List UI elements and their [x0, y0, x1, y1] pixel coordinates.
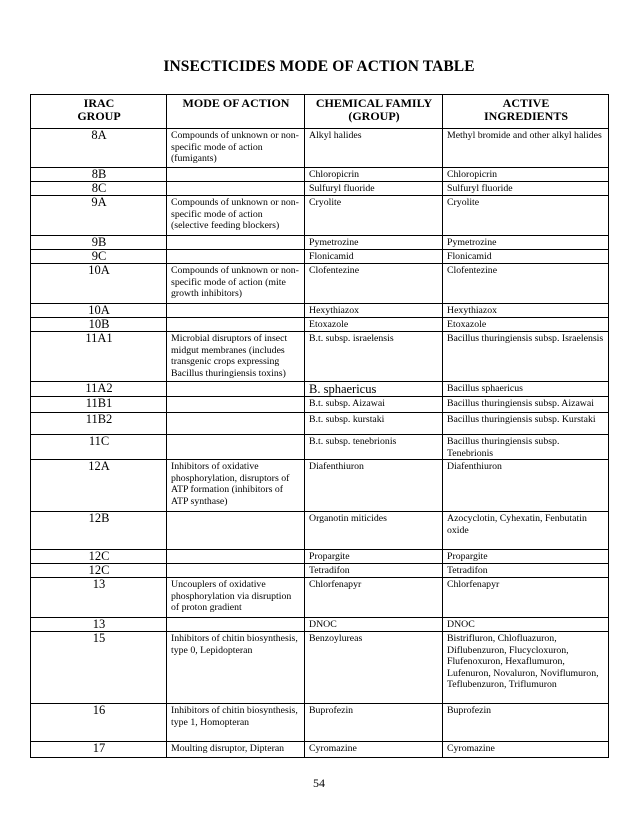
header-chemical-family: [305, 95, 443, 129]
header-row: [31, 95, 609, 129]
mode-of-action-cell: [167, 304, 305, 318]
irac-group-cell: 9A: [31, 196, 167, 236]
header-irac-group: [31, 95, 167, 129]
active-ingredients-cell: Etoxazole: [443, 318, 609, 332]
active-ingredients-cell: Hexythiazox: [443, 304, 609, 318]
mode-of-action-cell: Compounds of unknown or non-specific mode of action (mite growth inhibitors): [167, 264, 305, 304]
active-ingredients-cell: DNOC: [443, 618, 609, 632]
mode-of-action-cell: [167, 397, 305, 413]
chemical-family-cell: B.t. subsp. tenebrionis: [305, 435, 443, 460]
irac-group-cell: 11B1: [31, 397, 167, 413]
chemical-family-cell: Diafenthiuron: [305, 460, 443, 512]
mode-of-action-cell: [167, 318, 305, 332]
active-ingredients-cell: Bacillus thuringiensis subsp. Tenebrionis: [443, 435, 609, 460]
table-row: [31, 618, 609, 632]
chemical-family-cell: Etoxazole: [305, 318, 443, 332]
irac-group-cell: 11B2: [31, 413, 167, 435]
table-body: [31, 129, 609, 758]
table-row: [31, 318, 609, 332]
irac-group-cell: 17: [31, 742, 167, 758]
mode-of-action-cell: Inhibitors of chitin biosynthesis, type 0, Lepidopteran: [167, 632, 305, 704]
chemical-family-cell: Sulfuryl fluoride: [305, 182, 443, 196]
active-ingredients-cell: Cyromazine: [443, 742, 609, 758]
irac-group-cell: 15: [31, 632, 167, 704]
header-mode-of-action: [167, 95, 305, 129]
irac-group-cell: 12C: [31, 564, 167, 578]
chemical-family-cell: Hexythiazox: [305, 304, 443, 318]
mode-of-action-cell: [167, 168, 305, 182]
irac-group-cell: 10A: [31, 264, 167, 304]
active-ingredients-cell: Clofentezine: [443, 264, 609, 304]
mode-of-action-cell: [167, 618, 305, 632]
irac-group-cell: 12A: [31, 460, 167, 512]
table-row: [31, 460, 609, 512]
active-ingredients-cell: Buprofezin: [443, 704, 609, 742]
chemical-family-cell: Alkyl halides: [305, 129, 443, 168]
chemical-family-cell: Tetradifon: [305, 564, 443, 578]
table-row: [31, 397, 609, 413]
table-row: [31, 168, 609, 182]
table-row: [31, 264, 609, 304]
active-ingredients-cell: Cryolite: [443, 196, 609, 236]
irac-group-cell: 11C: [31, 435, 167, 460]
table-row: [31, 435, 609, 460]
mode-of-action-cell: [167, 435, 305, 460]
irac-group-cell: 11A1: [31, 332, 167, 382]
active-ingredients-cell: Chlorfenapyr: [443, 578, 609, 618]
table-row: [31, 632, 609, 704]
chemical-family-cell: Propargite: [305, 550, 443, 564]
table-row: [31, 413, 609, 435]
table-row: [31, 196, 609, 236]
irac-group-cell: 9C: [31, 250, 167, 264]
active-ingredients-cell: Tetradifon: [443, 564, 609, 578]
table-row: [31, 332, 609, 382]
table-row: [31, 564, 609, 578]
irac-group-cell: 8A: [31, 129, 167, 168]
header-active-ingredients-text: ACTIVE INGREDIENTS: [483, 96, 569, 123]
irac-group-cell: 12C: [31, 550, 167, 564]
mode-of-action-cell: Microbial disruptors of insect midgut membranes (includes transgenic crops expressing Bacillus thuringiensis toxins): [167, 332, 305, 382]
chemical-family-cell: Chlorfenapyr: [305, 578, 443, 618]
chemical-family-cell: B.t. subsp. israelensis: [305, 332, 443, 382]
irac-group-cell: 12B: [31, 512, 167, 550]
active-ingredients-cell: Chloropicrin: [443, 168, 609, 182]
mode-of-action-cell: Compounds of unknown or non-specific mode of action (selective feeding blockers): [167, 196, 305, 236]
mode-of-action-cell: Inhibitors of chitin biosynthesis, type 1, Homopteran: [167, 704, 305, 742]
active-ingredients-cell: Azocyclotin, Cyhexatin, Fenbutatin oxide: [443, 512, 609, 550]
irac-group-cell: 13: [31, 618, 167, 632]
chemical-family-cell: Clofentezine: [305, 264, 443, 304]
chemical-family-cell: Cryolite: [305, 196, 443, 236]
irac-group-cell: 16: [31, 704, 167, 742]
header-mode-of-action-text: MODE OF ACTION: [182, 96, 290, 110]
chemical-family-cell: Buprofezin: [305, 704, 443, 742]
chemical-family-cell: Benzoylureas: [305, 632, 443, 704]
chemical-family-cell: B.t. subsp. Aizawai: [305, 397, 443, 413]
mode-of-action-cell: [167, 550, 305, 564]
active-ingredients-cell: Diafenthiuron: [443, 460, 609, 512]
table-row: [31, 250, 609, 264]
mode-of-action-cell: Inhibitors of oxidative phosphorylation, disruptors of ATP formation (inhibitors of ATP synthase): [167, 460, 305, 512]
table-row: [31, 129, 609, 168]
irac-group-cell: 9B: [31, 236, 167, 250]
chemical-family-cell: B. sphaericus: [305, 382, 443, 397]
mode-of-action-cell: [167, 382, 305, 397]
irac-group-cell: 10B: [31, 318, 167, 332]
active-ingredients-cell: Bacillus thuringiensis subsp. Aizawai: [443, 397, 609, 413]
active-ingredients-cell: Methyl bromide and other alkyl halides: [443, 129, 609, 168]
chemical-family-cell: Flonicamid: [305, 250, 443, 264]
table-row: [31, 512, 609, 550]
active-ingredients-cell: Bistrifluron, Chlofluazuron, Diflubenzuron, Flucycloxuron, Flufenoxuron, Hexaflumuron, Lufenuron, Novaluron, Noviflumuron, Teflubenzuron, Triflumuron: [443, 632, 609, 704]
table-row: [31, 382, 609, 397]
active-ingredients-cell: Bacillus sphaericus: [443, 382, 609, 397]
table-row: [31, 550, 609, 564]
table-row: [31, 304, 609, 318]
header-active-ingredients: [443, 95, 609, 129]
mode-of-action-cell: Compounds of unknown or non-specific mode of action (fumigants): [167, 129, 305, 168]
active-ingredients-cell: Pymetrozine: [443, 236, 609, 250]
chemical-family-cell: Pymetrozine: [305, 236, 443, 250]
page-number: 54: [313, 776, 325, 790]
page-title: INSECTICIDES MODE OF ACTION TABLE: [163, 58, 475, 75]
irac-group-cell: 8C: [31, 182, 167, 196]
table-row: [31, 704, 609, 742]
table-row: [31, 236, 609, 250]
irac-group-cell: 8B: [31, 168, 167, 182]
table-row: [31, 578, 609, 618]
mode-of-action-cell: [167, 512, 305, 550]
mode-of-action-cell: [167, 182, 305, 196]
mode-of-action-cell: [167, 413, 305, 435]
active-ingredients-cell: Bacillus thuringiensis subsp. Israelensis: [443, 332, 609, 382]
active-ingredients-cell: Propargite: [443, 550, 609, 564]
active-ingredients-cell: Flonicamid: [443, 250, 609, 264]
chemical-family-cell: DNOC: [305, 618, 443, 632]
mode-of-action-cell: [167, 236, 305, 250]
chemical-family-cell: Organotin miticides: [305, 512, 443, 550]
header-chemical-family-text: CHEMICAL FAMILY (GROUP): [315, 96, 433, 123]
mode-of-action-cell: [167, 564, 305, 578]
mode-of-action-cell: Uncouplers of oxidative phosphorylation via disruption of proton gradient: [167, 578, 305, 618]
chemical-family-cell: B.t. subsp. kurstaki: [305, 413, 443, 435]
irac-group-cell: 11A2: [31, 382, 167, 397]
mode-of-action-cell: Moulting disruptor, Dipteran: [167, 742, 305, 758]
chemical-family-cell: Cyromazine: [305, 742, 443, 758]
active-ingredients-cell: Bacillus thuringiensis subsp. Kurstaki: [443, 413, 609, 435]
irac-group-cell: 10A: [31, 304, 167, 318]
active-ingredients-cell: Sulfuryl fluoride: [443, 182, 609, 196]
table-row: [31, 182, 609, 196]
chemical-family-cell: Chloropicrin: [305, 168, 443, 182]
header-irac-group-text: IRAC GROUP: [77, 96, 121, 123]
moa-table: [30, 94, 609, 758]
irac-group-cell: 13: [31, 578, 167, 618]
table-row: [31, 742, 609, 758]
mode-of-action-cell: [167, 250, 305, 264]
